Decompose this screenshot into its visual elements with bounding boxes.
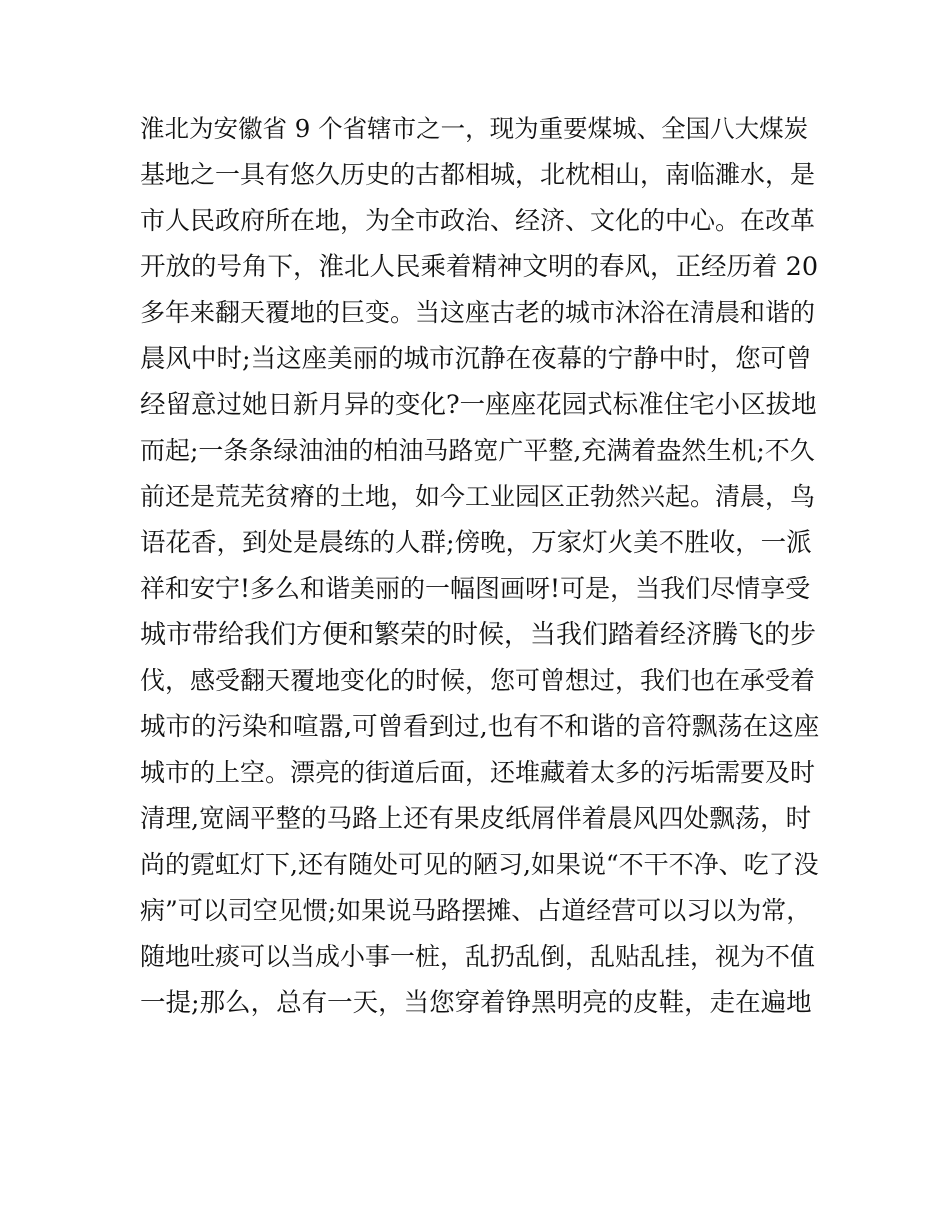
text-line-8: 而起;一条条绿油油的柏油马路宽广平整,充满着盎然生机;不久 [140, 436, 815, 465]
text-line-11: 祥和安宁!多么和谐美丽的一幅图画呀!可是，当我们尽情享受 [140, 574, 811, 603]
text-line-20: 一提;那么，总有一天，当您穿着铮黑明亮的皮鞋，走在遍地 [140, 988, 812, 1018]
text-line-9: 前还是荒芜贫瘠的土地，如今工业园区正勃然兴起。清晨，鸟 [140, 482, 816, 511]
text-line-18: 病”可以司空见惯;如果说马路摆摊、占道经营可以习以为常， [140, 896, 812, 925]
text-line-10: 语花香，到处是晨练的人群;傍晚，万家灯火美不胜收，一派 [140, 528, 812, 558]
text-line-5: 多年来翻天覆地的巨变。当这座古老的城市沐浴在清晨和谐的 [140, 298, 816, 327]
text-line-6: 晨风中时;当这座美丽的城市沉静在夜幕的宁静中时，您可曾 [140, 344, 812, 374]
text-line-1: 淮北为安徽省 9 个省辖市之一，现为重要煤城、全国八大煤炭 [140, 114, 809, 143]
text-line-2: 基地之一具有悠久历史的古都相城，北枕相山，南临濉水，是 [140, 160, 816, 189]
text-line-12: 城市带给我们方便和繁荣的时候，当我们踏着经济腾飞的步 [140, 620, 817, 650]
text-line-16: 清理,宽阔平整的马路上还有果皮纸屑伴着晨风四处飘荡，时 [140, 804, 812, 834]
text-line-3: 市人民政府所在地，为全市政治、经济、文化的中心。在改革 [140, 206, 816, 235]
text-line-19: 随地吐痰可以当成小事一桩，乱扔乱倒，乱贴乱挂，视为不值 [140, 942, 816, 971]
text-line-4: 开放的号角下，淮北人民乘着精神文明的春风，正经历着 20 [140, 252, 819, 282]
text-line-7: 经留意过她日新月异的变化?一座座花园式标准住宅小区拔地 [140, 390, 817, 420]
text-line-17: 尚的霓虹灯下,还有随处可见的陋习,如果说“不干不净、吃了没 [140, 850, 819, 879]
text-line-15: 城市的上空。漂亮的街道后面，还堆藏着太多的污垢需要及时 [140, 758, 816, 787]
body-text [140, 106, 820, 1026]
text-line-13: 伐，感受翻天覆地变化的时候，您可曾想过，我们也在承受着 [140, 666, 816, 695]
text-line-14: 城市的污染和喧嚣,可曾看到过,也有不和谐的音符飘荡在这座 [140, 712, 820, 742]
